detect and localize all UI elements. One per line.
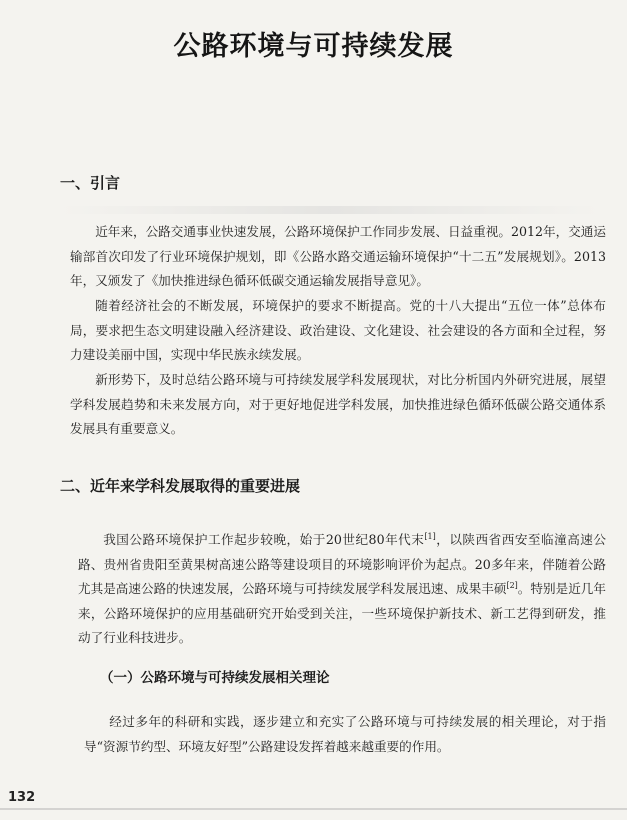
scan-edge <box>0 808 627 810</box>
theory-paragraph: 经过多年的科研和实践，逐步建立和充实了公路环境与可持续发展的相关理论，对于指导“资源节约型、环境友好型”公路建设发挥着越来越重要的作用。 <box>84 714 606 754</box>
progress-paragraph <box>78 528 606 651</box>
subsection-heading-theory: （一）公路环境与可持续发展相关理论 <box>100 670 330 686</box>
citation-2: [2] <box>506 580 518 590</box>
citation-1: [1] <box>424 531 436 541</box>
scan-smudge <box>60 206 600 214</box>
intro-paragraph-3: 新形势下，及时总结公路环境与可持续发展学科发展现状，对比分析国内外研究进展，展望学科发展趋势和未来发展方向，对于更好地促进学科发展，加快推进绿色循环低碳公路交通体系发展具有重要意义。 <box>70 372 606 436</box>
progress-text-c: 。特别是近几年来，公路环境保护的应用基础研究开始受到关注，一些环境保护新技术、新工艺得到研发，推动了行业科技进步。 <box>78 581 607 645</box>
section-heading-progress: 二、近年来学科发展取得的重要进展 <box>60 477 301 495</box>
page-number: 132 <box>8 790 36 805</box>
progress-text-a: 我国公路环境保护工作起步较晚，始于20世纪80年代末 <box>103 532 425 547</box>
page-title: 公路环境与可持续发展 <box>173 31 454 62</box>
intro-paragraph-1: 近年来，公路交通事业快速发展，公路环境保护工作同步发展、日益重视。2012年，交通运输部首次印发了行业环境保护规划，即《公路水路交通运输环境保护“十二五”发展规划》。2013年，又颁发了《加快推进绿色循环低碳交通运输发展指导意见》。 <box>70 224 606 288</box>
section-heading-intro: 一、引言 <box>60 174 121 192</box>
intro-paragraph-2: 随着经济社会的不断发展，环境保护的要求不断提高。党的十八大提出“五位一体”总体布局，要求把生态文明建设融入经济建设、政治建设、文化建设、社会建设的各方面和全过程，努力建设美丽中国，实现中华民族永续发展。 <box>70 298 606 362</box>
progress-text-b: ，以陕西省西安至临潼高速公路、贵州省贵阳至黄果树高速公路等建设项目的环境影响评价为起点。20多年来，伴随着公路尤其是高速公路的快速发展，公路环境与可持续发展学科发展迅速、成果丰硕 <box>78 532 606 596</box>
